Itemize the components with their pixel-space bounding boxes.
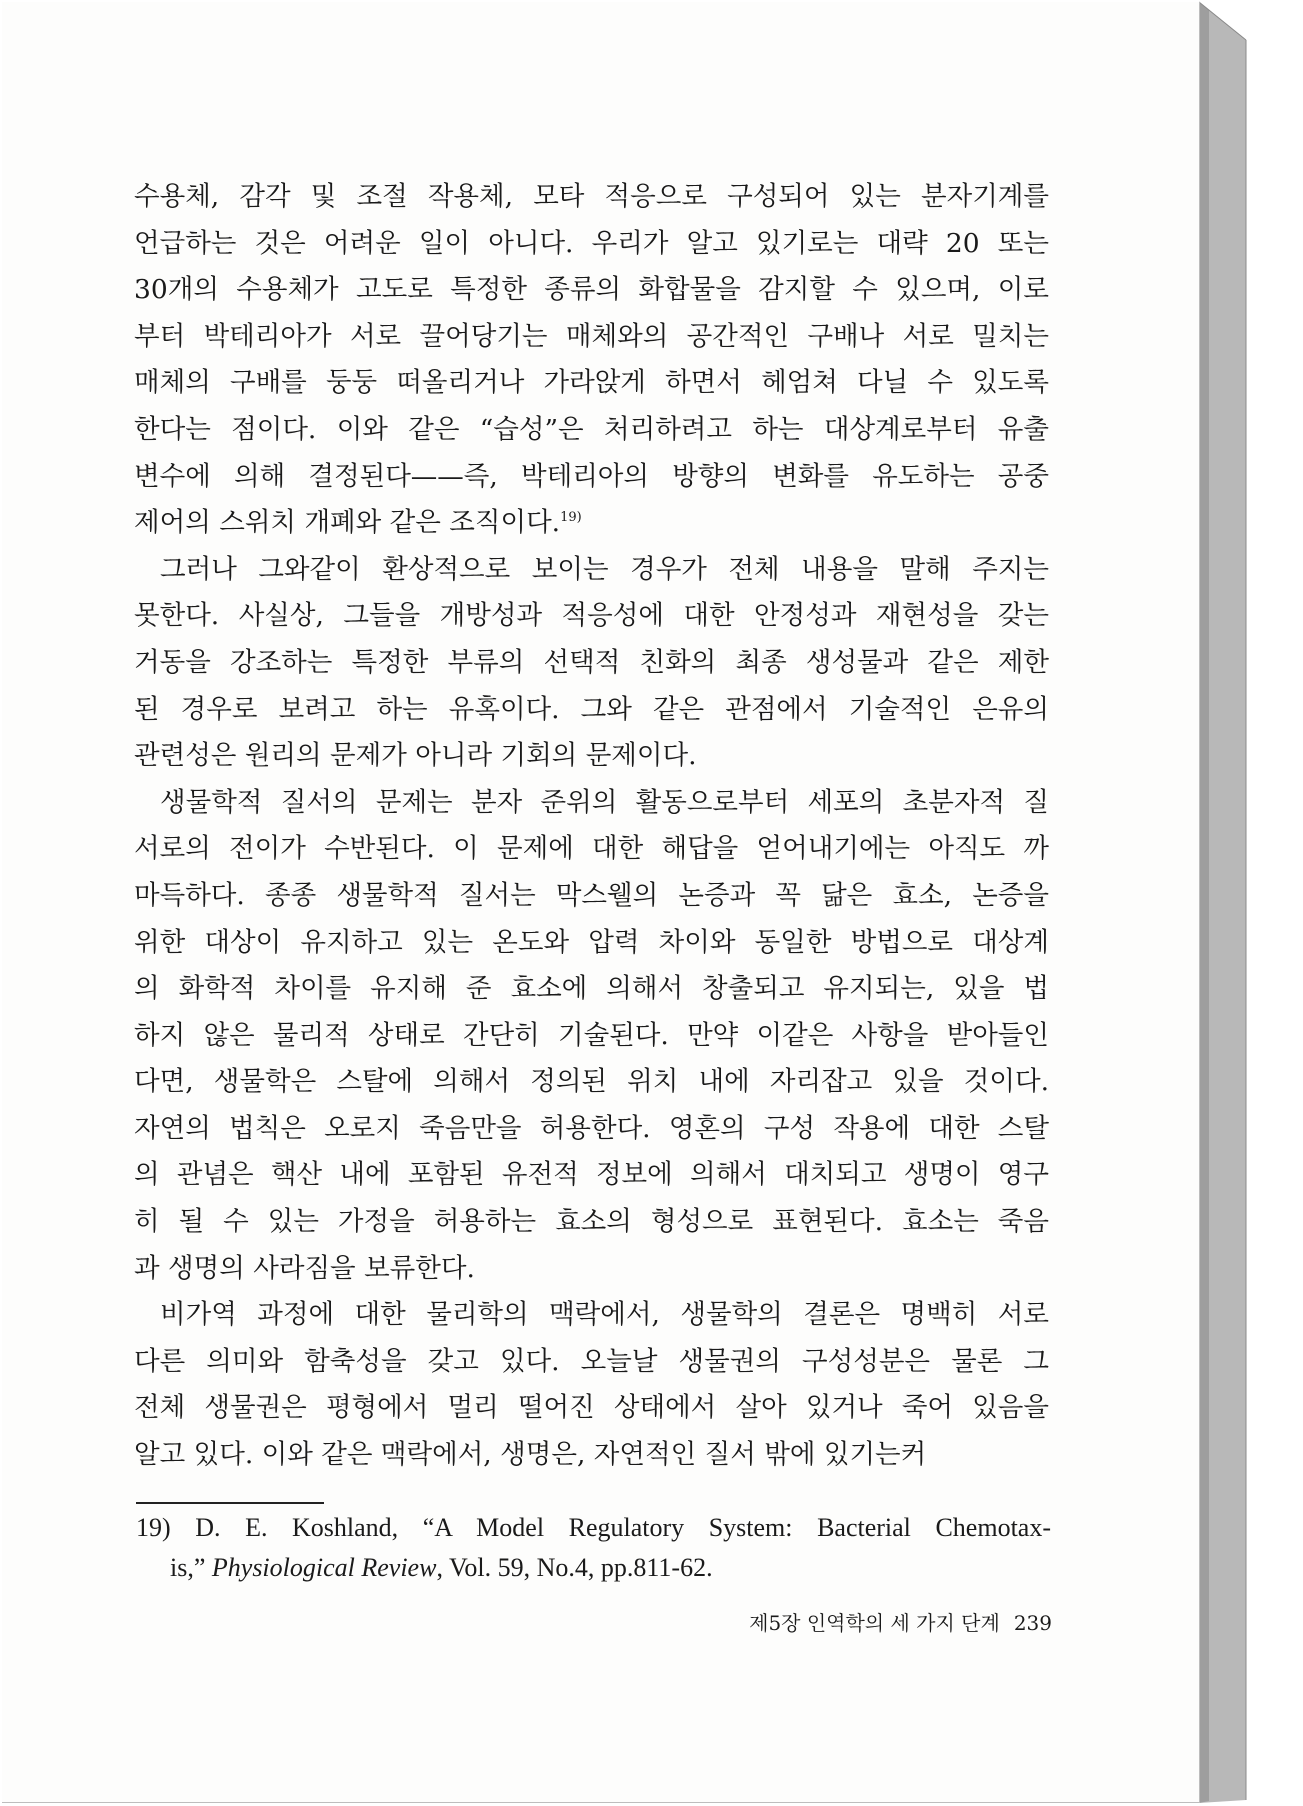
- text-line: 서로의 전이가 수반된다. 이 문제에 대한 해답을 얻어내기에는 아직도 까: [134, 833, 1049, 865]
- text-line: 변수에 의해 결정된다——즉, 박테리아의 방향의 변화를 유도하는 공중: [134, 460, 1049, 492]
- paragraph: [134, 174, 1049, 547]
- text-line: 위한 대상이 유지하고 있는 온도와 압력 차이와 동일한 방법으로 대상계: [134, 926, 1049, 958]
- footnote-line-2: [136, 1548, 1051, 1588]
- text-line: 마득하다. 종종 생물학적 질서는 막스웰의 논증과 꼭 닮은 효소, 논증을: [134, 879, 1049, 911]
- text-line: 수용체, 감각 및 조절 작용체, 모타 적응으로 구성되어 있는 분자기계를: [134, 181, 1049, 212]
- text-line: 전체 생물권은 평형에서 멀리 떨어진 상태에서 살아 있거나 죽어 있음을: [134, 1392, 1049, 1424]
- footnote-separator: [136, 1502, 324, 1504]
- text-line: 그러나 그와같이 환상적으로 보이는 경우가 전체 내용을 말해 주지는: [160, 553, 1049, 585]
- text-line: 한다는 점이다. 이와 같은 “습성”은 처리하려고 하는 대상계로부터 유출: [134, 413, 1049, 445]
- text-line: 비가역 과정에 대한 물리학의 맥락에서, 생물학의 결론은 명백히 서로: [160, 1299, 1049, 1331]
- text-line: 못한다. 사실상, 그들을 개방성과 적응성에 대한 안정성과 재현성을 갖는: [134, 600, 1049, 632]
- body-text: [134, 174, 1049, 1479]
- chapter-title: 제5장 인역학의 세 가지 단계: [749, 1611, 1000, 1635]
- text-line: 관련성은 원리의 문제가 아니라 기회의 문제이다.: [134, 740, 697, 772]
- footnote-text: is,”: [170, 1553, 212, 1582]
- text-line: 다면, 생물학은 스탈에 의해서 정의된 위치 내에 자리잡고 있을 것이다.: [134, 1066, 1049, 1098]
- footnote-citation: D. E. Koshland, “A Model Regulatory System: Bacterial Chemotax-: [195, 1513, 1051, 1542]
- text-line: 다른 의미와 함축성을 갖고 있다. 오늘날 생물권의 구성성분은 물론 그: [134, 1345, 1049, 1377]
- paragraph: [134, 780, 1049, 1293]
- paragraph: [134, 1292, 1049, 1478]
- text-line: 알고 있다. 이와 같은 맥락에서, 생명은, 자연적인 질서 밖에 있기는커: [134, 1439, 927, 1471]
- text-line: 의 화학적 차이를 유지해 준 효소에 의해서 창출되고 유지되는, 있을 법: [134, 973, 1049, 1005]
- text-line: 매체의 구배를 둥둥 떠올리거나 가라앉게 하면서 헤엄쳐 다닐 수 있도록: [134, 367, 1049, 399]
- text-line: 된 경우로 보려고 하는 유혹이다. 그와 같은 관점에서 기술적인 은유의: [134, 693, 1049, 725]
- footnote-number: 19): [136, 1513, 171, 1542]
- text-line: 생물학적 질서의 문제는 분자 준위의 활동으로부터 세포의 초분자적 질: [160, 786, 1049, 818]
- text-line: 제어의 스위치 개폐와 같은 조직이다.$^{19)}$: [134, 507, 582, 539]
- page-number: 239: [1013, 1611, 1052, 1635]
- text-line: 자연의 법칙은 오로지 죽음만을 허용한다. 영혼의 구성 작용에 대한 스탈: [134, 1112, 1049, 1144]
- text-line: 하지 않은 물리적 상태로 간단히 기술된다. 만약 이같은 사항을 받아들인: [134, 1019, 1049, 1051]
- footnote-line-1: [136, 1508, 1051, 1548]
- running-footer: [652, 1607, 1052, 1636]
- book-page: [2, 2, 1200, 1803]
- text-line: 과 생명의 사라짐을 보류한다.: [134, 1252, 475, 1284]
- text-line: 거동을 강조하는 특정한 부류의 선택적 친화의 최종 생성물과 같은 제한: [134, 646, 1049, 678]
- text-line: 30개의 수용체가 고도로 특정한 종류의 화합물을 감지할 수 있으며, 이로: [134, 274, 1049, 306]
- paragraph: [134, 547, 1049, 780]
- journal-title: Physiological Review: [211, 1553, 437, 1582]
- text-line: 히 될 수 있는 가정을 허용하는 효소의 형성으로 표현된다. 효소는 죽음: [134, 1206, 1049, 1238]
- footnote: [136, 1508, 1051, 1588]
- footnote-text: , Vol. 59, No.4, pp.811-62.: [436, 1553, 713, 1582]
- text-line: 부터 박테리아가 서로 끌어당기는 매체와의 공간적인 구배나 서로 밀치는: [134, 320, 1049, 352]
- footnote-reference: 19): [560, 510, 582, 526]
- text-line: 언급하는 것은 어려운 일이 아니다. 우리가 알고 있기로는 대략 20 또는: [134, 227, 1049, 259]
- text-line: 의 관념은 핵산 내에 포함된 유전적 정보에 의해서 대치되고 생명이 영구: [134, 1159, 1049, 1191]
